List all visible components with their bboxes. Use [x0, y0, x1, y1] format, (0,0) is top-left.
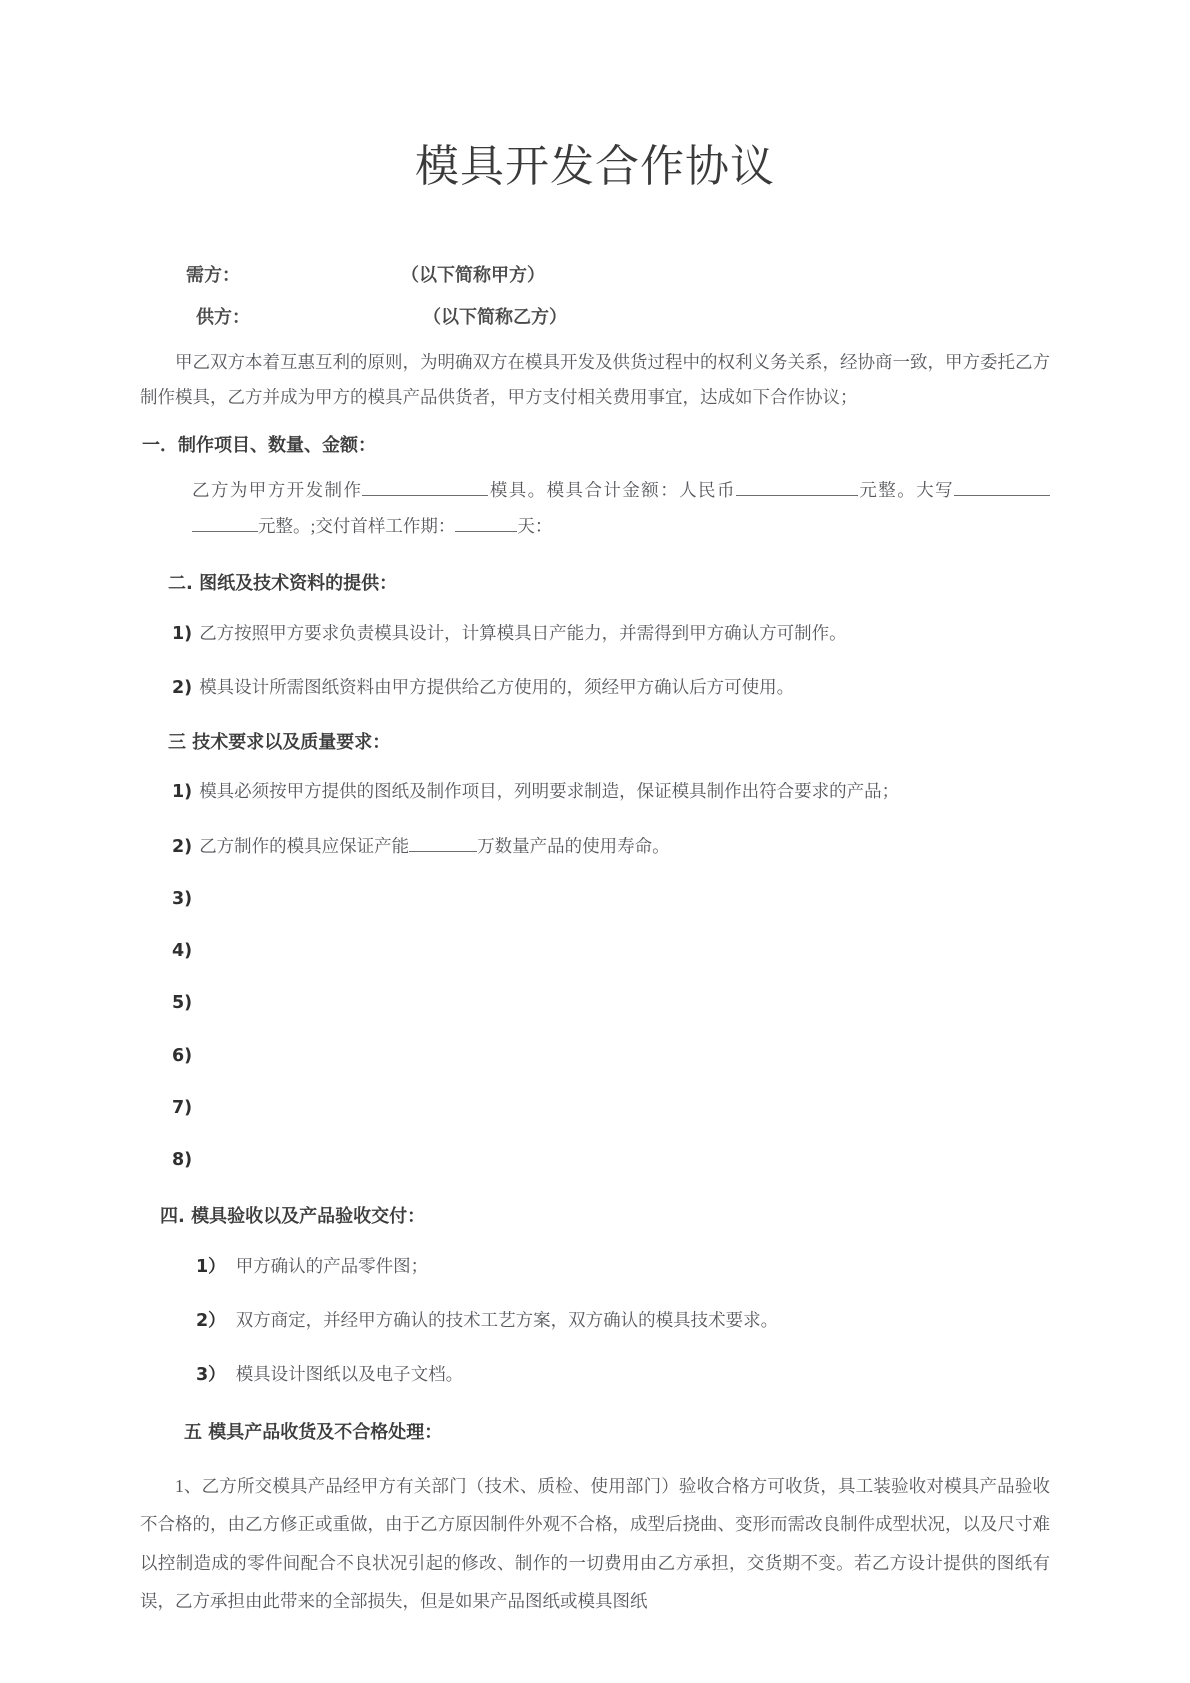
- section-one-body: [140, 473, 1050, 545]
- section-three-item-6: [140, 1040, 1050, 1073]
- section-four-item-1: [140, 1250, 1050, 1284]
- list-item-text: 模具设计所需图纸资料由甲方提供给乙方使用的，须经甲方确认后方可使用。: [199, 676, 795, 697]
- blank-amount-words-part1: [954, 477, 1050, 496]
- blank-amount-figures: [736, 477, 858, 496]
- page-title: 模具开发合作协议: [415, 141, 775, 192]
- section-three-item-3: [140, 883, 1050, 916]
- party-demander-note: （以下简称甲方）: [401, 265, 545, 287]
- list-item-text: [199, 1095, 1050, 1113]
- section-three-item-4: [140, 935, 1050, 968]
- blank-project-name: [362, 477, 466, 496]
- section-two-item-1: [140, 617, 1050, 651]
- list-marker: 2): [172, 836, 193, 857]
- section-three-item-1: [140, 775, 1050, 809]
- section-three-item-2: [140, 830, 1050, 864]
- section-one-text-a: 乙方为甲方开发制作: [192, 479, 363, 500]
- list-marker: 1): [172, 782, 193, 803]
- list-item-text: [199, 939, 1050, 957]
- list-item-text: [199, 886, 1050, 904]
- section-one-text-b: 模具。模具合计金额：人民币: [488, 479, 736, 500]
- section-five-heading: 五 模具产品收货及不合格处理：: [184, 1421, 443, 1443]
- section-three-item-8: [140, 1144, 1050, 1177]
- section-four-item-3: [140, 1358, 1050, 1392]
- section-five-paragraph: 1、乙方所交模具产品经甲方有关部门（技术、质检、使用部门）验收合格方可收货，具工装验收对模具产品验收不合格的，由乙方修正或重做，由于乙方原因制件外观不合格，成型后挠曲、变形而需改良制件成型状况，以及尺寸难以控制造成的零件间配合不良状况引起的修改、制作的一切费用由乙方承担，交货期不变。若乙方设计提供的图纸有误，乙方承担由此带来的全部损失，但是如果产品图纸或模具图纸: [140, 1475, 1050, 1612]
- list-item-text: 模具设计图纸以及电子文档。: [235, 1364, 464, 1385]
- list-item-text-a: 乙方制作的模具应保证产能: [199, 835, 410, 856]
- list-marker: 4): [172, 941, 193, 962]
- preamble-paragraph: 甲乙双方本着互惠互利的原则，为明确双方在模具开发及供货过程中的权利义务关系，经协商一致，甲方委托乙方制作模具，乙方并成为甲方的模具产品供货者，甲方支付相关费用事宜，达成如下合作协议；: [140, 351, 1050, 408]
- list-item-text: [199, 991, 1050, 1009]
- party-demander-row: [140, 265, 1050, 287]
- section-two-heading: 二. 图纸及技术资料的提供：: [168, 573, 398, 595]
- section-three-item-7: [140, 1092, 1050, 1125]
- list-marker: 6): [172, 1045, 193, 1066]
- section-two-item-2: [140, 671, 1050, 705]
- section-four-heading: 四. 模具验收以及产品验收交付：: [160, 1206, 426, 1228]
- blank-production-capacity: [409, 833, 477, 852]
- list-marker: 3）: [196, 1365, 226, 1386]
- party-supplier-note: （以下简称乙方）: [423, 306, 567, 328]
- list-item-text: 模具必须按甲方提供的图纸及制作项目，列明要求制造，保证模具制作出符合要求的产品；: [199, 781, 900, 802]
- list-marker: 7): [172, 1097, 193, 1118]
- party-demander-label: 需方：: [186, 265, 240, 287]
- list-item-text: 乙方按照甲方要求负责模具设计，计算模具日产能力，并需得到甲方确认方可制作。: [199, 622, 847, 643]
- section-three-heading: 三 技术要求以及质量要求：: [168, 732, 391, 754]
- section-one-heading: 一．制作项目、数量、金额：: [142, 435, 376, 457]
- list-item-text: 甲方确认的产品零件图；: [235, 1255, 429, 1276]
- section-one-text-e: 天：: [517, 515, 553, 536]
- party-supplier-row: [140, 307, 1050, 329]
- list-marker: 1): [172, 623, 193, 644]
- section-one-text-d: 元整。;交付首样工作期：: [258, 515, 456, 536]
- list-marker: 5): [172, 993, 193, 1014]
- list-marker: 1）: [196, 1256, 226, 1277]
- list-item-text: [199, 1148, 1050, 1166]
- list-marker: 3): [172, 888, 193, 909]
- blank-amount-words-part2: [192, 513, 258, 532]
- blank-sample-lead-days: [455, 513, 517, 532]
- list-marker: 2）: [196, 1311, 226, 1332]
- blank-project-name-extra: [466, 477, 488, 496]
- list-marker: 8): [172, 1150, 193, 1171]
- section-three-item-5: [140, 987, 1050, 1020]
- list-item-text: [199, 830, 1050, 863]
- party-supplier-label: 供方：: [196, 306, 250, 328]
- section-one-text-c: 元整。大写: [857, 479, 955, 500]
- list-item-text-b: 万数量产品的使用寿命。: [477, 835, 670, 856]
- list-marker: 2): [172, 677, 193, 698]
- section-four-item-2: [140, 1304, 1050, 1338]
- list-item-text: 双方商定，并经甲方确认的技术工艺方案，双方确认的模具技术要求。: [235, 1310, 779, 1331]
- list-item-text: [199, 1043, 1050, 1061]
